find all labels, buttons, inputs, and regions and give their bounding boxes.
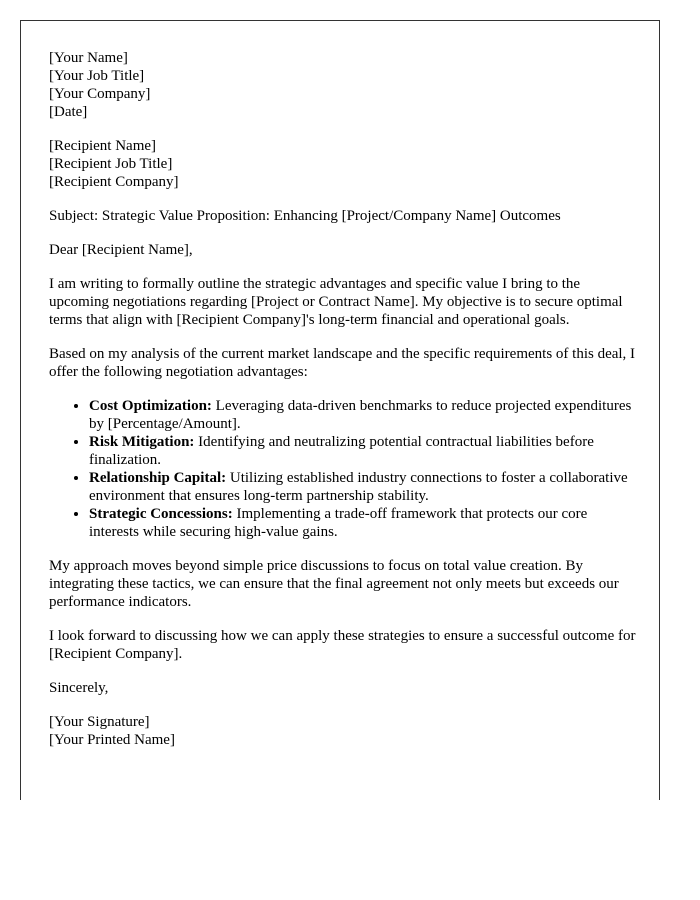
list-item xyxy=(89,433,639,469)
salutation: Dear [Recipient Name], xyxy=(49,242,193,258)
signature-block xyxy=(49,713,639,749)
printed-name: [Your Printed Name] xyxy=(49,732,175,748)
recipient-job-title: [Recipient Job Title] xyxy=(49,156,173,172)
advantage-text: Utilizing established industry connections to foster a collaborative environment that ensures long-term partnership stability. xyxy=(89,470,628,504)
recipient-company: [Recipient Company] xyxy=(49,174,179,190)
closing-paragraph: I look forward to discussing how we can apply these strategies to ensure a successful outcome for [Recipient Company]. xyxy=(49,628,636,662)
list-item xyxy=(89,505,639,541)
advantage-title: Relationship Capital: xyxy=(89,470,227,486)
letter-date: [Date] xyxy=(49,104,88,120)
advantage-text: Identifying and neutralizing potential contractual liabilities before finalization. xyxy=(89,434,594,468)
analysis-paragraph: Based on my analysis of the current market landscape and the specific requirements of this deal, I offer the following negotiation advantages: xyxy=(49,346,636,380)
sender-company: [Your Company] xyxy=(49,86,151,102)
intro-paragraph: I am writing to formally outline the strategic advantages and specific value I bring to the upcoming negotiations regarding [Project or Contract Name]. My objective is to secure optimal terms that align with [Recipient Company]'s long-term financial and operational goals. xyxy=(49,276,623,328)
sender-block xyxy=(49,49,639,121)
advantage-title: Cost Optimization: xyxy=(89,398,212,414)
advantage-title: Risk Mitigation: xyxy=(89,434,195,450)
list-item xyxy=(89,397,639,433)
recipient-name: [Recipient Name] xyxy=(49,138,157,154)
list-item xyxy=(89,469,639,505)
approach-paragraph: My approach moves beyond simple price discussions to focus on total value creation. By integrating these tactics, we can ensure that the final agreement not only meets but exceeds our performance indicators. xyxy=(49,558,619,610)
advantage-title: Strategic Concessions: xyxy=(89,506,233,522)
advantage-text: Leveraging data-driven benchmarks to reduce projected expenditures by [Percentage/Amount]. xyxy=(89,398,632,432)
advantages-list xyxy=(49,397,639,541)
sender-job-title: [Your Job Title] xyxy=(49,68,145,84)
signature-placeholder: [Your Signature] xyxy=(49,714,150,730)
letter-body xyxy=(49,49,639,765)
sender-name: [Your Name] xyxy=(49,50,128,66)
subject-line: Subject: Strategic Value Proposition: Enhancing [Project/Company Name] Outcomes xyxy=(49,208,561,224)
recipient-block xyxy=(49,137,639,191)
signoff: Sincerely, xyxy=(49,680,109,696)
advantage-text: Implementing a trade-off framework that protects our core interests while securing high-value gains. xyxy=(89,506,588,540)
letter-page xyxy=(20,20,660,800)
